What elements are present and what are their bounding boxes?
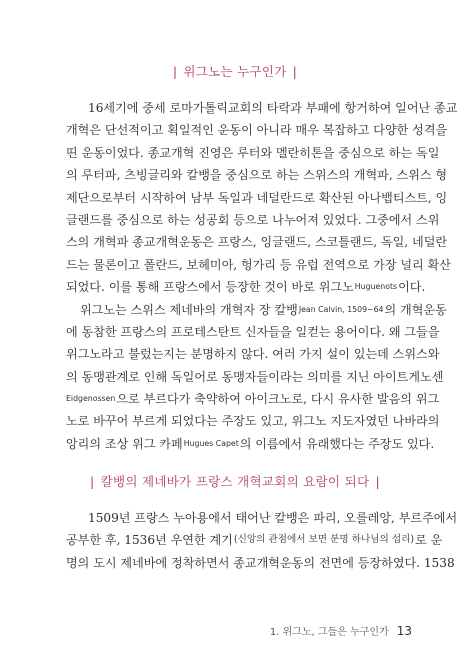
heading-bar-left: | — [90, 474, 95, 489]
section-heading-2 — [0, 472, 470, 490]
paragraph-2 — [66, 299, 447, 456]
page-number: 13 — [396, 624, 412, 638]
p3-line-2-text: 공부한 후, 1536년 우연한 계기 — [66, 533, 233, 548]
p1-line-3: 띤 운동이었다. 종교개혁 진영은 루터와 멜란히톤을 중심으로 하는 독일 — [66, 145, 440, 160]
p2-line-5-text: 으로 부르다가 축약하여 아이크노로, 다시 유사한 발음의 위그 — [116, 392, 440, 407]
p2-line-5 — [66, 388, 440, 410]
p3-line-2-tail: 로 운 — [415, 533, 443, 548]
page-footer — [270, 620, 412, 639]
p1-last-text: 되었다. 이를 통해 프랑스에서 등장한 것이 바로 위그노 — [66, 280, 354, 295]
p1-line-1: 16세기에 중세 로마가톨릭교회의 타락과 부패에 항거하여 일어난 종교 — [88, 101, 458, 115]
term-note-hugues-capet: Hugues Capet — [183, 438, 239, 448]
p1-line-4: 의 루터파, 츠빙글리와 칼뱅을 중심으로 하는 스위스의 개혁파, 스위스 형 — [66, 168, 448, 183]
p1-line-5: 제단으로부터 시작하여 남부 독일과 네덜란드로 확산된 아나뱁티스트, 잉 — [66, 190, 448, 205]
p2-line-4: 의 동맹관계로 인해 독일어로 동맹자들이라는 의미를 지닌 아이트게노센 — [66, 369, 444, 384]
p2-line-2: 에 동참한 프랑스의 프로테스탄트 신자들을 일컫는 용어이다. 왜 그들을 — [66, 324, 440, 339]
p2-last-tail: 의 이름에서 유래했다는 주장도 있다. — [239, 436, 435, 451]
paragraph-3 — [66, 507, 458, 574]
heading-bar-left: | — [172, 64, 178, 79]
p1-last-tail: 이다. — [398, 280, 426, 295]
p2-line-7 — [66, 433, 435, 455]
p3-line-2 — [66, 529, 443, 551]
section-heading-1 — [0, 62, 470, 80]
p2-line-3: 위그노라고 불렀는지는 분명하지 않다. 여러 가지 설이 있는데 스위스와 — [66, 347, 440, 362]
section-heading-2-text: 칼뱅의 제네바가 프랑스 개혁교회의 요람이 되다 — [100, 474, 370, 489]
running-head: 1. 위그노, 그들은 누구인가 — [269, 627, 389, 638]
p2-line-1 — [66, 299, 447, 321]
heading-bar-right: | — [375, 474, 380, 489]
p2-line-1-tail: 의 개혁운동 — [384, 302, 447, 317]
p3-line-1: 1509년 프랑스 누아용에서 태어난 칼뱅은 파리, 오를레앙, 부르주에서 — [88, 511, 458, 525]
parenthetical-note: (신앙의 관점에서 보면 분명 하나님의 섭리) — [233, 534, 415, 546]
section-heading-1-text: 위그노는 누구인가 — [183, 64, 287, 79]
p1-line-9 — [66, 276, 426, 298]
paragraph-1 — [66, 97, 458, 299]
p2-line-6: 노로 바꾸어 부르게 되었다는 주장도 있고, 위그노 지도자였던 나바라의 — [66, 414, 440, 429]
p1-line-8: 드는 물론이고 폴란드, 보헤미아, 헝가리 등 유럽 전역으로 가장 널리 확산 — [66, 257, 451, 272]
term-note-calvin: Jean Calvin, 1509~64 — [298, 304, 384, 314]
term-note-huguenots: Huguenots — [354, 282, 398, 292]
section-2-body — [66, 507, 458, 574]
p1-line-7: 스의 개혁파 종교개혁운동은 프랑스, 잉글랜드, 스코틀랜드, 독일, 네덜란 — [66, 235, 448, 250]
p1-line-6: 글랜드를 중심으로 하는 성공회 등으로 나누어져 있었다. 그중에서 스위 — [66, 212, 440, 227]
p3-line-3: 명의 도시 제네바에 정착하면서 종교개혁운동의 전면에 등장하였다. 1538 — [66, 555, 455, 570]
p2-line-1-text: 위그노는 스위스 제네바의 개혁자 장 칼뱅 — [80, 302, 298, 317]
p2-last-text: 앙리의 조상 위그 카페 — [66, 436, 183, 451]
heading-bar-right: | — [292, 64, 298, 79]
section-1-body — [66, 97, 458, 455]
term-note-eidgenossen: Eidgenossen — [66, 394, 116, 404]
p1-line-2: 개혁은 단선적이고 획일적인 운동이 아니라 매우 복잡하고 다양한 성격을 — [66, 123, 448, 138]
